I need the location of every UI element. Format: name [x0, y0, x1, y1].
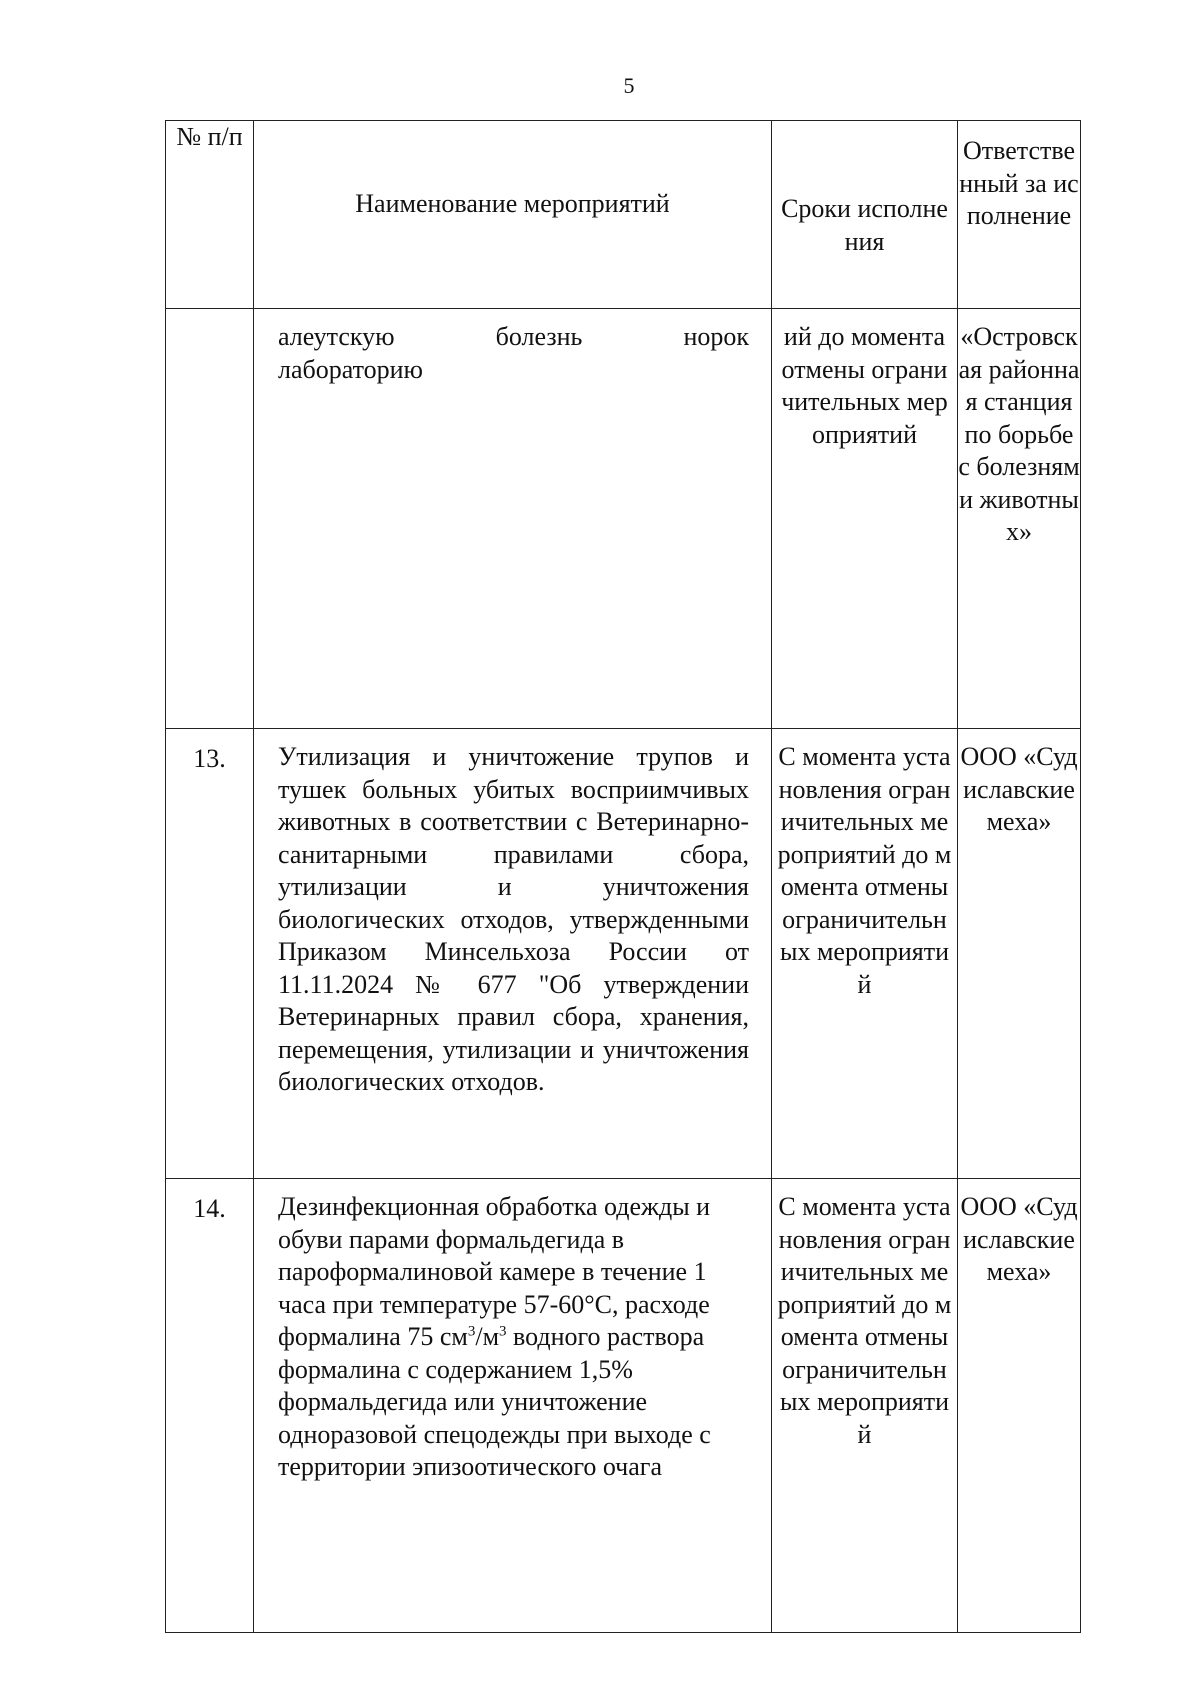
row-term: ий до момента отмены ограничительных мероприятий	[772, 309, 958, 729]
row-name-part: водного раствора формалина с содержанием 1,5% формальдегида или уничтожение одноразовой спецодежды при выходе с территории эпизоотического очага	[278, 1322, 711, 1481]
row-number	[166, 309, 254, 729]
header-responsible	[958, 121, 1081, 309]
row-term: С момента установления ограничительных мероприятий до момента отмены ограничительных мероприятий	[772, 1179, 958, 1633]
header-term	[772, 121, 958, 309]
header-name-text: Наименование мероприятий	[355, 189, 670, 219]
table-row	[166, 1179, 1081, 1633]
row-responsible: ООО «Судиславские меха»	[958, 1179, 1081, 1633]
measures-table	[165, 120, 1081, 1633]
row-number: 14.	[166, 1179, 254, 1633]
row-responsible: ООО «Судиславские меха»	[958, 729, 1081, 1179]
table-header-row	[166, 121, 1081, 309]
superscript: 3	[499, 1323, 507, 1340]
header-responsible-text: Ответственный за исполнение	[959, 136, 1079, 230]
row-name-part: /м	[475, 1322, 500, 1351]
table-row	[166, 729, 1081, 1179]
header-number	[166, 121, 254, 309]
row-name: Утилизация и уничтожение трупов и тушек больных убитых восприимчивых животных в соответствии с Ветеринарно-санитарными правилами сбора, утилизации и уничтожения биологических отходов, утвержденными Приказом Минсельхоза России от 11.11.2024 № 677 "Об утверждении Ветеринарных правил сбора, хранения, перемещения, утилизации и уничтожения биологических отходов.	[254, 729, 772, 1179]
superscript: 3	[467, 1323, 476, 1340]
row-name-line: алеутскую болезнь норок	[278, 322, 749, 351]
page-number: 5	[623, 73, 635, 98]
table-row	[166, 309, 1081, 729]
row-name	[254, 1179, 772, 1633]
header-name	[254, 121, 772, 309]
row-term: С момента установления ограничительных мероприятий до момента отмены ограничительных мероприятий	[772, 729, 958, 1179]
header-term-text: Сроки исполнения	[781, 194, 948, 256]
header-number-text: № п/п	[176, 122, 243, 151]
row-name	[254, 309, 772, 729]
row-responsible: «Островская районная станция по борьбе с болезнями животных»	[958, 309, 1081, 729]
row-number: 13.	[166, 729, 254, 1179]
row-name-part: Дезинфекционная обработка одежды и обуви парами формальдегида в пароформалиновой камере в течение 1 часа при температуре 57-60°C, расходе формалина 75 см	[278, 1192, 711, 1351]
row-name-line: лабораторию	[278, 354, 423, 384]
